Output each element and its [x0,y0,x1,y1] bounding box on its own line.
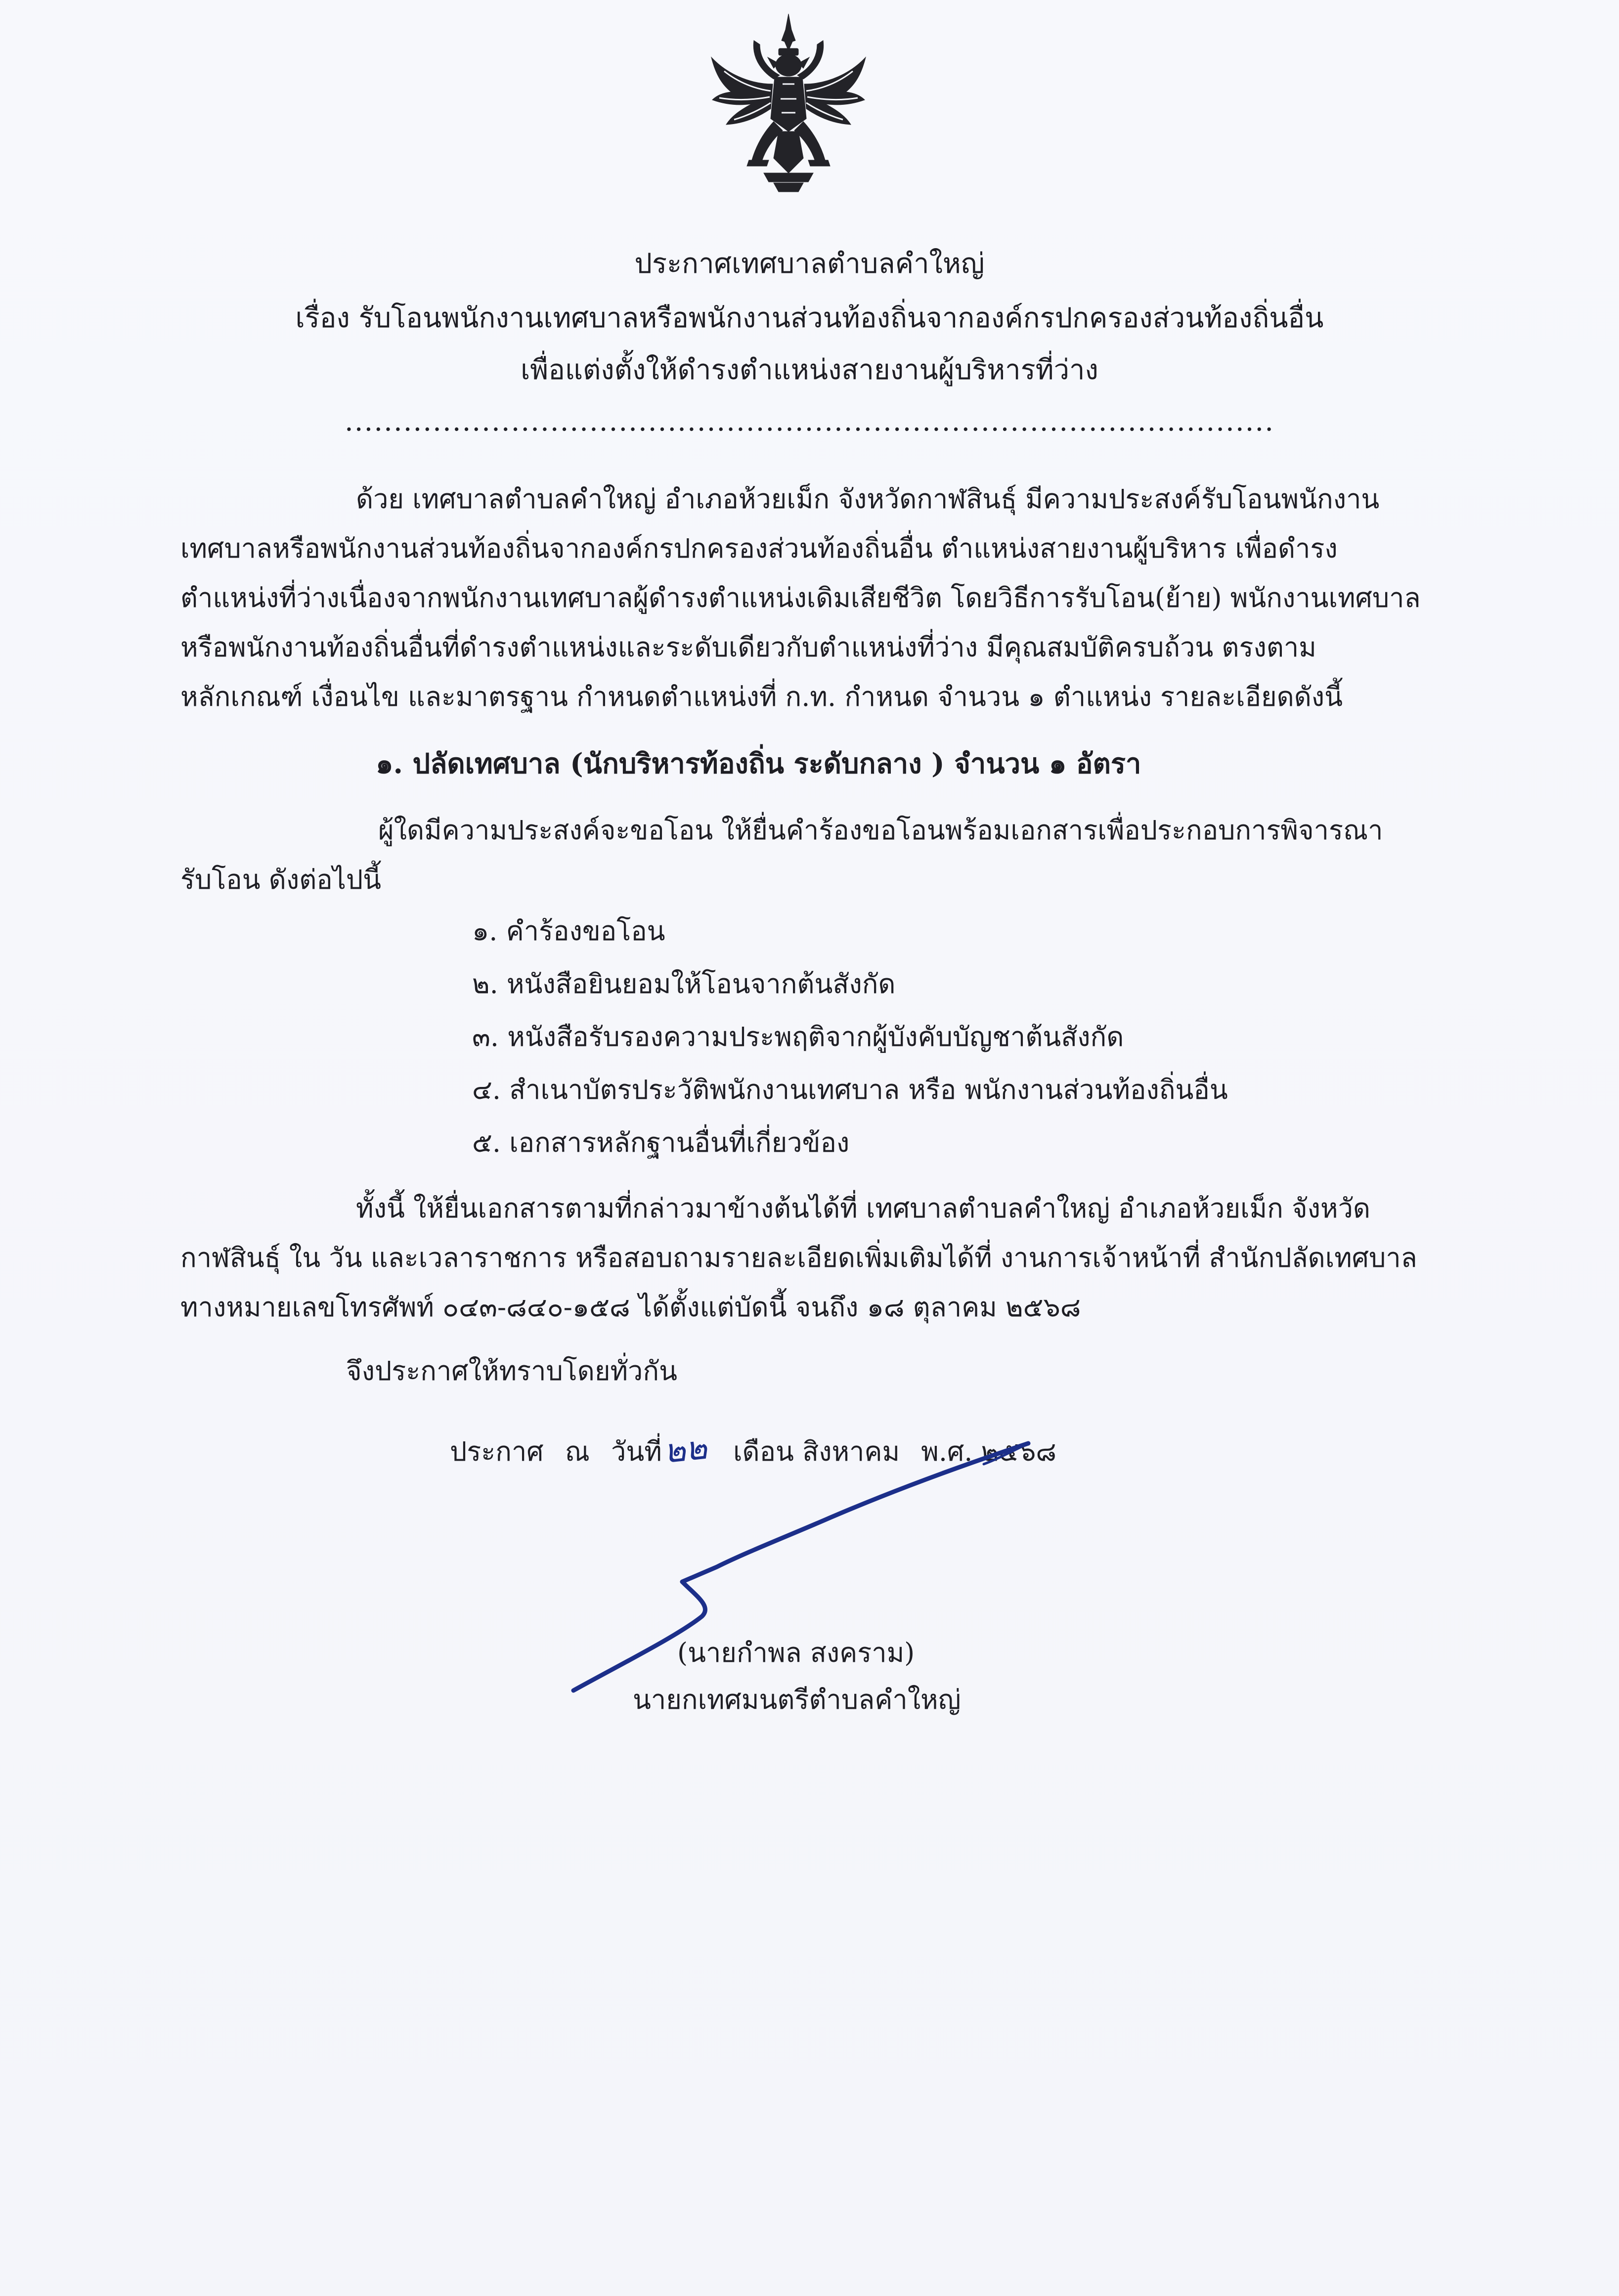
required-documents-list [472,905,1228,1169]
paragraph-line: หรือพนักงานท้องถิ่นอื่นที่ดำรงตำแหน่งและระดับเดียวกับตำแหน่งที่ว่าง มีคุณสมบัติครบถ้วน ตรงตาม [180,632,1316,663]
subject-line-2: เพื่อแต่งตั้งให้ดำรงตำแหน่งสายงานผู้บริหารที่ว่าง [521,354,1098,386]
date-year: ๒๕๖๘ [981,1436,1057,1467]
handwritten-day: ๒๒ [662,1428,709,1471]
paragraph-line: หลักเกณฑ์ เงื่อนไข และมาตรฐาน กำหนดตำแหน่งที่ ก.ท. กำหนด จำนวน ๑ ตำแหน่ง รายละเอียดดังนี้ [180,681,1343,712]
date-month: สิงหาคม [802,1436,900,1467]
application-paragraph [180,806,1397,905]
announcement-title: ประกาศเทศบาลตำบลคำใหญ่ [634,248,985,280]
list-item: ๕. เอกสารหลักฐานอื่นที่เกี่ยวข้อง [472,1127,850,1158]
intro-paragraph [180,475,1421,722]
submission-paragraph [180,1184,1417,1332]
subject-line: เรื่อง รับโอนพนักงานเทศบาลหรือพนักงานส่วนท้องถิ่นจากองค์กรปกครองส่วนท้องถิ่นอื่น [295,302,1324,334]
date-year-label: พ.ศ. [921,1436,973,1467]
date-month-label: เดือน [733,1436,794,1467]
list-item: ๔. สำเนาบัตรประวัติพนักงานเทศบาล หรือ พนักงานส่วนท้องถิ่นอื่น [472,1074,1228,1105]
garuda-emblem-icon [704,10,873,198]
position-heading: ๑. ปลัดเทศบาล (นักบริหารท้องถิ่น ระดับกลาง ) จำนวน ๑ อัตรา [376,747,1141,780]
paragraph-line: ผู้ใดมีความประสงค์จะขอโอน ให้ยื่นคำร้องขอโอนพร้อมเอกสารเพื่อประกอบการพิจารณา [378,815,1383,846]
date-day-label: วันที่ [611,1436,662,1467]
paragraph-line: ตำแหน่งที่ว่างเนื่องจากพนักงานเทศบาลผู้ดำรงตำแหน่งเดิมเสียชีวิต โดยวิธีการรับโอน(ย้าย) พนักงานเทศบาล [180,582,1421,613]
date-at: ณ [565,1436,590,1467]
paragraph-line: ทางหมายเลขโทรศัพท์ ๐๔๓-๘๔๐-๑๕๘ ได้ตั้งแต่บัดนี้ จนถึง ๑๘ ตุลาคม ๒๕๖๘ [180,1292,1081,1323]
paragraph-line: เทศบาลหรือพนักงานส่วนท้องถิ่นจากองค์กรปกครองส่วนท้องถิ่นอื่น ตำแหน่งสายงานผู้บริหาร เพื่อดำรง [180,533,1338,564]
paragraph-line: รับโอน ดังต่อไปนี้ [180,864,382,895]
signer-title: นายกเทศมนตรีตำบลคำใหญ่ [633,1684,961,1715]
list-item: ๒. หนังสือยินยอมให้โอนจากต้นสังกัด [472,968,896,999]
signer-name: (นายกำพล สงคราม) [677,1637,915,1668]
list-item: ๑. คำร้องขอโอน [472,915,665,947]
paragraph-line: กาฬสินธุ์ ใน วัน และเวลาราชการ หรือสอบถามรายละเอียดเพิ่มเติมได้ที่ งานการเจ้าหน้าที่ สำนักปลัดเทศบาล [180,1242,1417,1273]
date-prefix: ประกาศ [450,1436,544,1467]
closing-statement: จึงประกาศให้ทราบโดยทั่วกัน [346,1355,677,1386]
list-item: ๓. หนังสือรับรองความประพฤติจากผู้บังคับบัญชาต้นสังกัด [472,1021,1124,1052]
paragraph-line: ด้วย เทศบาลตำบลคำใหญ่ อำเภอห้วยเม็ก จังหวัดกาฬสินธุ์ มีความประสงค์รับโอนพนักงาน [356,483,1380,515]
dotted-divider: ............................................................................................... [344,405,1275,437]
paragraph-line: ทั้งนี้ ให้ยื่นเอกสารตามที่กล่าวมาข้างต้นได้ที่ เทศบาลตำบลคำใหญ่ อำเภอห้วยเม็ก จังหวัด [356,1193,1370,1224]
